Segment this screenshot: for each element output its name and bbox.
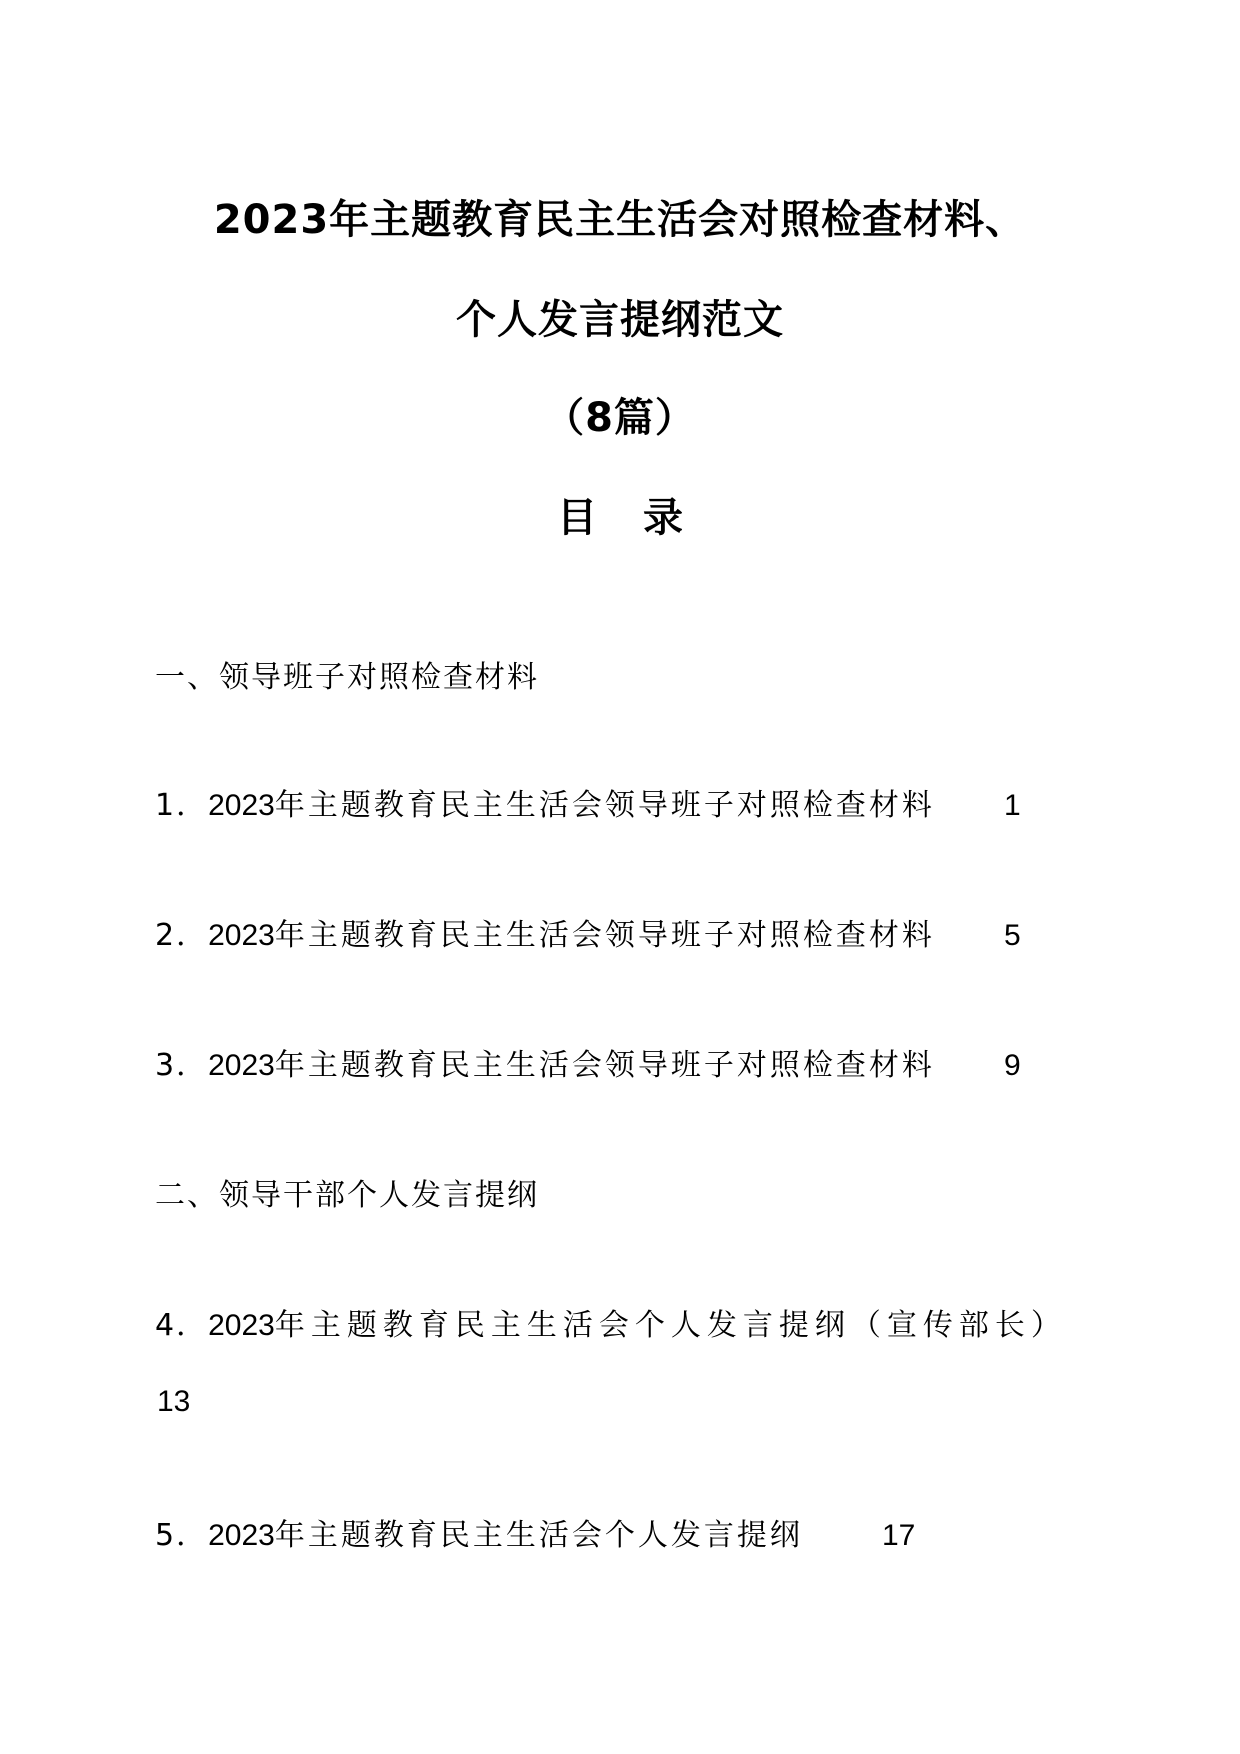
toc-heading-char-2: 录 — [643, 495, 683, 541]
toc-entry-4[interactable] — [155, 1308, 1067, 1344]
toc-entry-title: 年主题教育民主生活会个人发言提纲（宣传部长） — [274, 1308, 1067, 1343]
toc-section-2[interactable]: 二、领导干部个人发言提纲 — [155, 1178, 539, 1213]
toc-entry-number: 2． — [155, 918, 209, 953]
toc-entry-year: 2023 — [208, 1519, 275, 1552]
toc-entry-title: 年主题教育民主生活会领导班子对照检查材料 — [274, 1048, 935, 1083]
toc-entry-title: 年主题教育民主生活会个人发言提纲 — [274, 1518, 803, 1553]
toc-entry-number: 4． — [155, 1308, 209, 1343]
toc-heading — [0, 494, 1240, 542]
toc-entry-1[interactable] — [155, 788, 935, 824]
toc-heading-char-1: 目 — [557, 495, 597, 541]
toc-entry-title: 年主题教育民主生活会领导班子对照检查材料 — [274, 788, 935, 823]
toc-section-1[interactable]: 一、领导班子对照检查材料 — [155, 660, 539, 695]
toc-entry-year: 2023 — [208, 919, 275, 952]
document-subtitle: （8篇） — [544, 395, 696, 441]
toc-entry-year: 2023 — [208, 1309, 275, 1342]
toc-entry-3-page: 9 — [1004, 1049, 1021, 1082]
document-title-line-2: 个人发言提纲范文 — [456, 297, 784, 343]
toc-entry-5[interactable] — [155, 1518, 803, 1554]
toc-entry-2-page: 5 — [1004, 919, 1021, 952]
toc-entry-number: 3． — [155, 1048, 209, 1083]
toc-entry-number: 1． — [155, 788, 209, 823]
toc-entry-3[interactable] — [155, 1048, 935, 1084]
toc-entry-2[interactable] — [155, 918, 935, 954]
toc-entry-number: 5． — [155, 1518, 209, 1553]
toc-entry-4-page: 13 — [157, 1385, 191, 1418]
toc-entry-year: 2023 — [208, 1049, 275, 1082]
document-title-line-1: 2023年主题教育民主生活会对照检查材料、 — [213, 197, 1027, 243]
toc-entry-title: 年主题教育民主生活会领导班子对照检查材料 — [274, 918, 935, 953]
toc-entry-1-page: 1 — [1004, 789, 1021, 822]
toc-entry-year: 2023 — [208, 789, 275, 822]
toc-entry-5-page: 17 — [882, 1519, 916, 1552]
